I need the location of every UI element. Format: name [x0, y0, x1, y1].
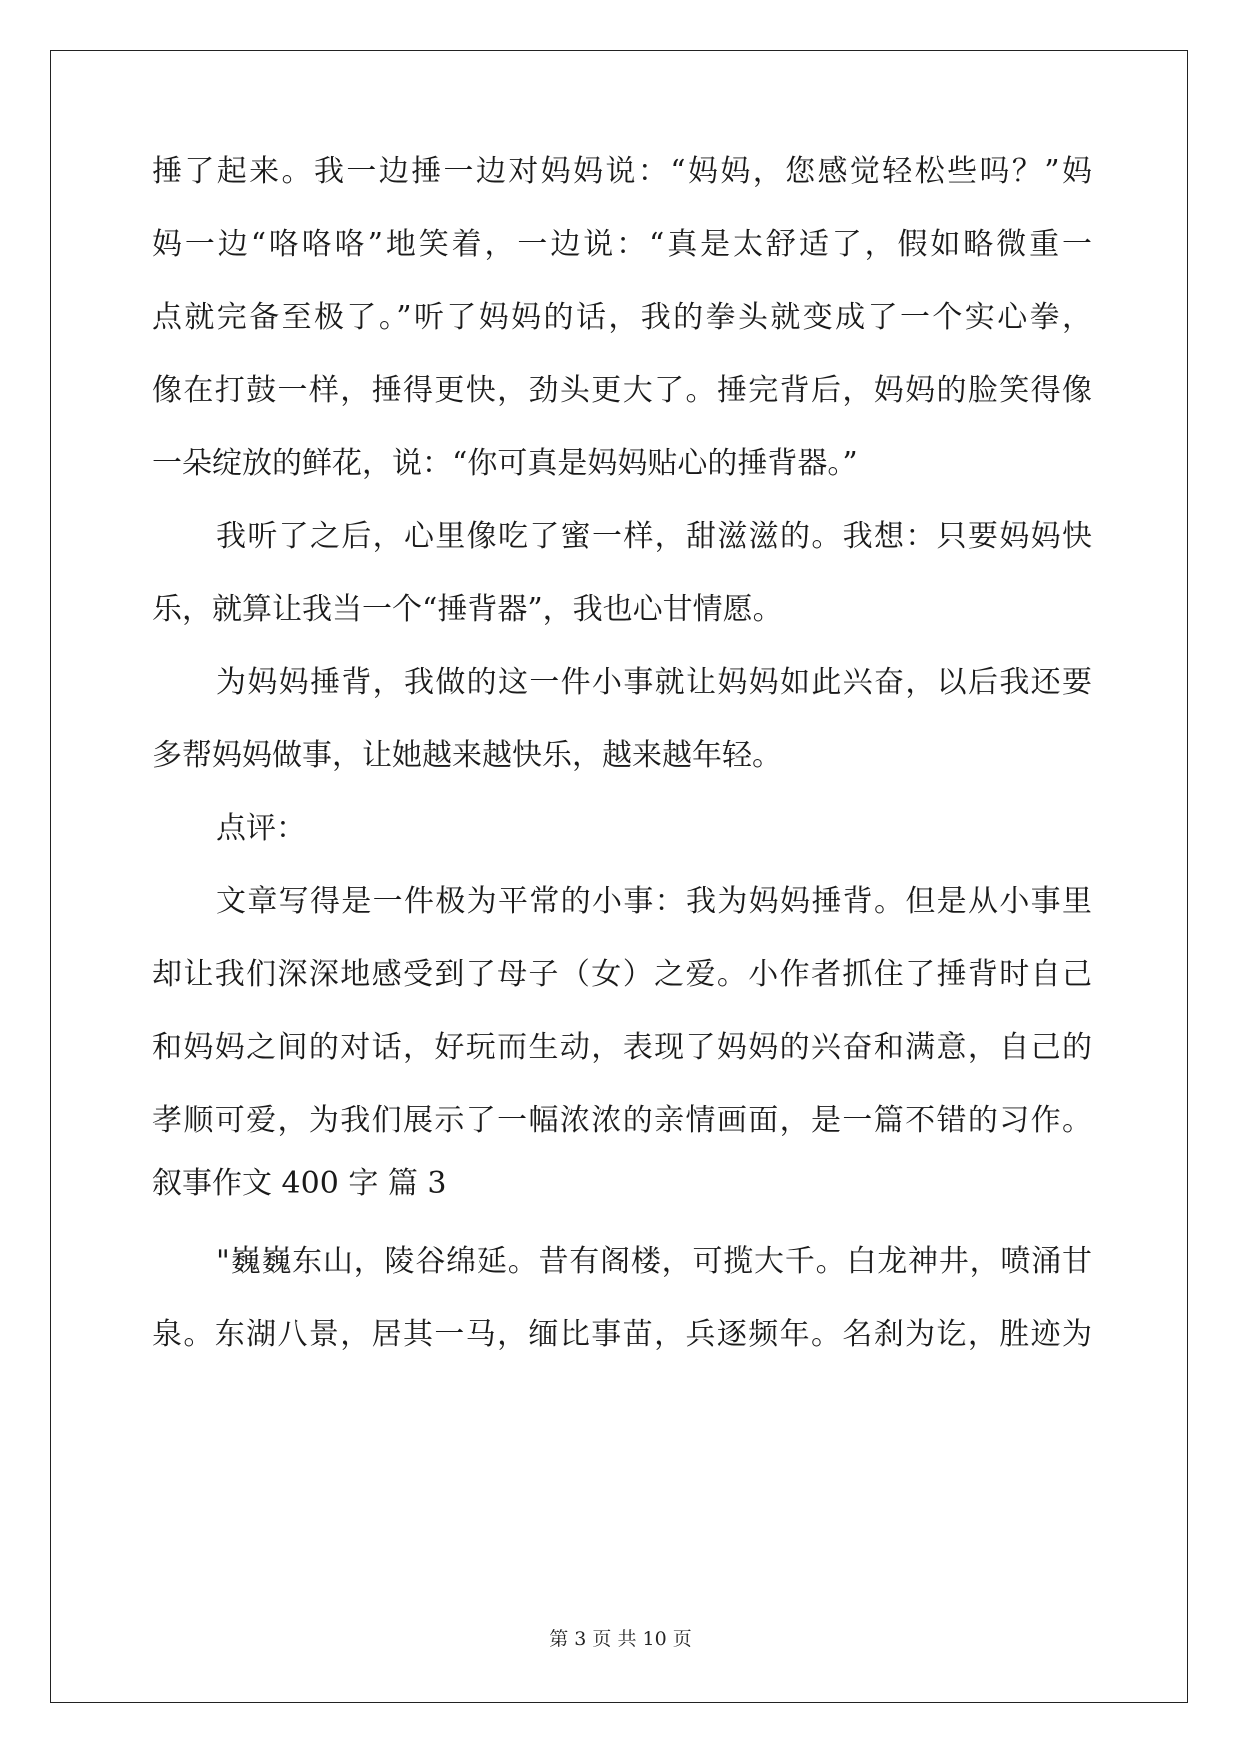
- text-line: 一朵绽放的鲜花，说：“你可真是妈妈贴心的捶背器。”: [152, 446, 858, 481]
- text-line: 和妈妈之间的对话，好玩而生动，表现了妈妈的兴奋和满意，自己的: [152, 1030, 1092, 1065]
- text-line: 妈一边“咯咯咯”地笑着，一边说：“真是太舒适了，假如略微重一: [152, 227, 1092, 262]
- text-line: 多帮妈妈做事，让她越来越快乐，越来越年轻。: [152, 738, 782, 773]
- text-line: 泉。东湖八景，居其一马，缅比事苗，兵逐频年。名刹为讫，胜迹为: [152, 1317, 1092, 1352]
- comment-heading: 点评：: [216, 811, 306, 846]
- page-number-footer: 第 3 页 共 10 页: [549, 1628, 692, 1650]
- paragraph-start-line: "巍巍东山，陵谷绵延。昔有阁楼，可揽大千。白龙神井，喷涌甘: [216, 1244, 1092, 1279]
- paragraph-start-line: 为妈妈捶背，我做的这一件小事就让妈妈如此兴奋，以后我还要: [216, 665, 1092, 700]
- paragraph-start-line: 我听了之后，心里像吃了蜜一样，甜滋滋的。我想：只要妈妈快: [216, 519, 1092, 554]
- text-line: 像在打鼓一样，捶得更快，劲头更大了。捶完背后，妈妈的脸笑得像: [152, 373, 1092, 408]
- text-line: 孝顺可爱，为我们展示了一幅浓浓的亲情画面，是一篇不错的习作。: [152, 1103, 1092, 1138]
- paragraph-start-line: 文章写得是一件极为平常的小事：我为妈妈捶背。但是从小事里: [216, 884, 1092, 919]
- text-line: 点就完备至极了。”听了妈妈的话，我的拳头就变成了一个实心拳，: [152, 300, 1092, 335]
- section-heading: 叙事作文 400 字 篇 3: [152, 1166, 447, 1201]
- text-line: 乐，就算让我当一个“捶背器”，我也心甘情愿。: [152, 592, 783, 627]
- text-line: 捶了起来。我一边捶一边对妈妈说：“妈妈，您感觉轻松些吗？”妈: [152, 154, 1092, 189]
- text-line: 却让我们深深地感受到了母子（女）之爱。小作者抓住了捶背时自己: [152, 957, 1092, 992]
